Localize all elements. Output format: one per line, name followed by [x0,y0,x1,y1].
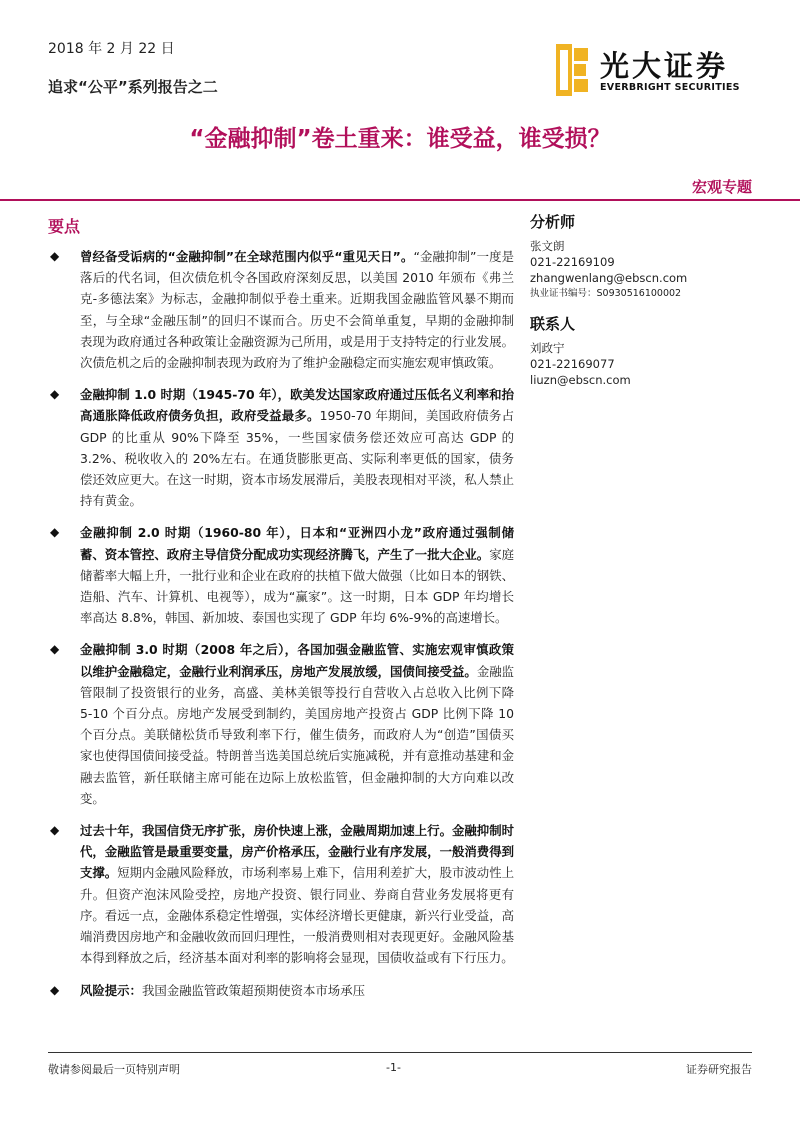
report-category: 宏观专题 [691,178,752,196]
risk-warning-text: 我国金融监管政策超预期使资本市场承压 [141,982,365,998]
logo-chinese-name: 光大证券 [600,49,729,83]
report-title: “金融抑制”卷土重来：谁受益，谁受损？ [189,126,611,152]
diamond-bullet-icon: ◆ [50,525,60,540]
report-date: 2018 年 2 月 22 日 [48,41,175,57]
everbright-logo-icon [556,44,590,96]
analyst-email[interactable]: zhangwenlang@ebscn.com [530,271,688,285]
key-point-lead: 过去十年，我国信贷无序扩张，房价快速上涨，金融周期加速上行。金融抑制时代，金融监管是最重要变量，房产价格承压，金融行业有序发展，一般消费得到支撑。 [80,823,514,881]
header-divider [0,199,800,201]
diamond-bullet-icon: ◆ [50,982,60,997]
footer-disclaimer: 敬请参阅最后一页特别声明 [48,1063,180,1076]
key-point-body: “金融抑制”一度是落后的代名词，但次债危机令各国政府深刻反思，以美国 2010 年颁布《弗兰克-多德法案》为标志，金融抑制似乎卷土重来。近期我国金融监管风暴不期而至，与全球“金融压制”的回归不谋而合。历史不会简单重复，早期的金融抑制表现为政府通过各种政策让金融资源为己所用，或是用于支持特定的行业发展。次债危机之后的金融抑制表现为政府为了维护金融稳定而实施宏观审慎政策。 [80,249,515,371]
logo-english-name: EVERBRIGHT SECURITIES [600,82,740,93]
diamond-bullet-icon: ◆ [50,823,60,838]
diamond-bullet-icon: ◆ [50,642,60,657]
key-point [48,384,514,511]
diamond-bullet-icon: ◆ [50,387,60,402]
diamond-bullet-icon: ◆ [50,249,60,263]
analyst-name: 张文朗 [530,239,565,253]
analyst-certificate: 执业证书编号：S0930516100002 [530,288,682,299]
risk-warning-label: 风险提示： [80,982,142,998]
key-point-body: 家庭储蓄率大幅上升，一批行业和企业在政府的扶植下做大做强（比如日本的钢铁、造船、汽车、计算机、电视等），成为“赢家”。这一时期，日本 GDP 年均增长率高达 8.8%，韩国、新加坡、泰国也实现了 GDP 年均 6%-9%的高速增长。 [80,546,515,626]
key-point-lead: 曾经备受诟病的“金融抑制”在全球范围内似乎“重见天日”。 [80,249,414,264]
footer-divider [48,1052,752,1053]
contact-email[interactable]: liuzn@ebscn.com [530,373,631,387]
key-point [48,522,514,628]
key-point-body: 短期内金融风险释放，市场利率易上难下，信用利差扩大，股市波动性上升。但资产泡沫风险受控，房地产投资、银行同业、券商自营业务发展将更有序。看远一点，金融体系稳定性增强，实体经济增长更健康，新兴行业受益，高端消费因房地产和金融收敛而回归理性，一般消费则相对表现更好。金融风险基本得到释放之后，经济基本面对利率的影响将会显现，国债收益或有下行压力。 [80,865,515,966]
key-point [48,639,514,809]
contact-heading: 联系人 [530,315,576,333]
analyst-heading: 分析师 [530,213,576,231]
key-point-body: 1950-70 年期间，美国政府债务占 GDP 的比重从 90%下降至 35%，一些国家债务偿还效应可高达 GDP 的 3.2%、税收收入的 20%左右。在通货膨胀更高、实际利率更低的国家，债务偿还效应更大。在这一时期，资本市场发展滞后，美股表现相对平淡，私人禁止持有黄金。 [80,408,514,509]
page-number: -1- [386,1061,401,1074]
key-points-list [48,246,514,1012]
key-point-lead: 金融抑制 1.0 时期（1945-70 年），欧美发达国家政府通过压低名义利率和抬高通胀降低政府债务负担，政府受益最多。 [80,387,514,424]
key-point-lead: 金融抑制 3.0 时期（2008 年之后），各国加强金融监管、实施宏观审慎政策以维护金融稳定，金融行业利润承压，房地产发展放缓，国债间接受益。 [80,642,514,679]
author-sidebar [530,214,760,388]
risk-warning [48,980,514,1001]
series-subtitle: 追求“公平”系列报告之二 [48,78,218,96]
key-point-body: 金融监管限制了投资银行的业务，高盛、美林美银等投行自营收入占总收入比例下降 5-10 个百分点。房地产发展受到制约，美国房地产投资占 GDP 比例下降 10 个百分点。美联储松货币导致利率下行，催生债务，而政府人为“创造”国债买家也使得国债间接受益。特朗普当选美国总统后实施减税，并有意推动基建和金融去监管，新任联储主席可能在边际上放松监管，但金融抑制的大方向难以改变。 [80,663,515,806]
company-logo [556,44,756,100]
key-point [48,820,514,968]
key-point-lead: 金融抑制 2.0 时期（1960-80 年），日本和“亚洲四小龙”政府通过强制储蓄、资本管控、政府主导信贷分配成功实现经济腾飞，产生了一批大企业。 [80,525,514,562]
contact-phone: 021-22169077 [530,357,615,371]
analyst-phone: 021-22169109 [530,255,615,269]
footer-report-type: 证券研究报告 [686,1063,752,1076]
contact-name: 刘政宁 [530,341,565,355]
key-points-heading: 要点 [48,217,81,236]
key-point [48,246,514,373]
